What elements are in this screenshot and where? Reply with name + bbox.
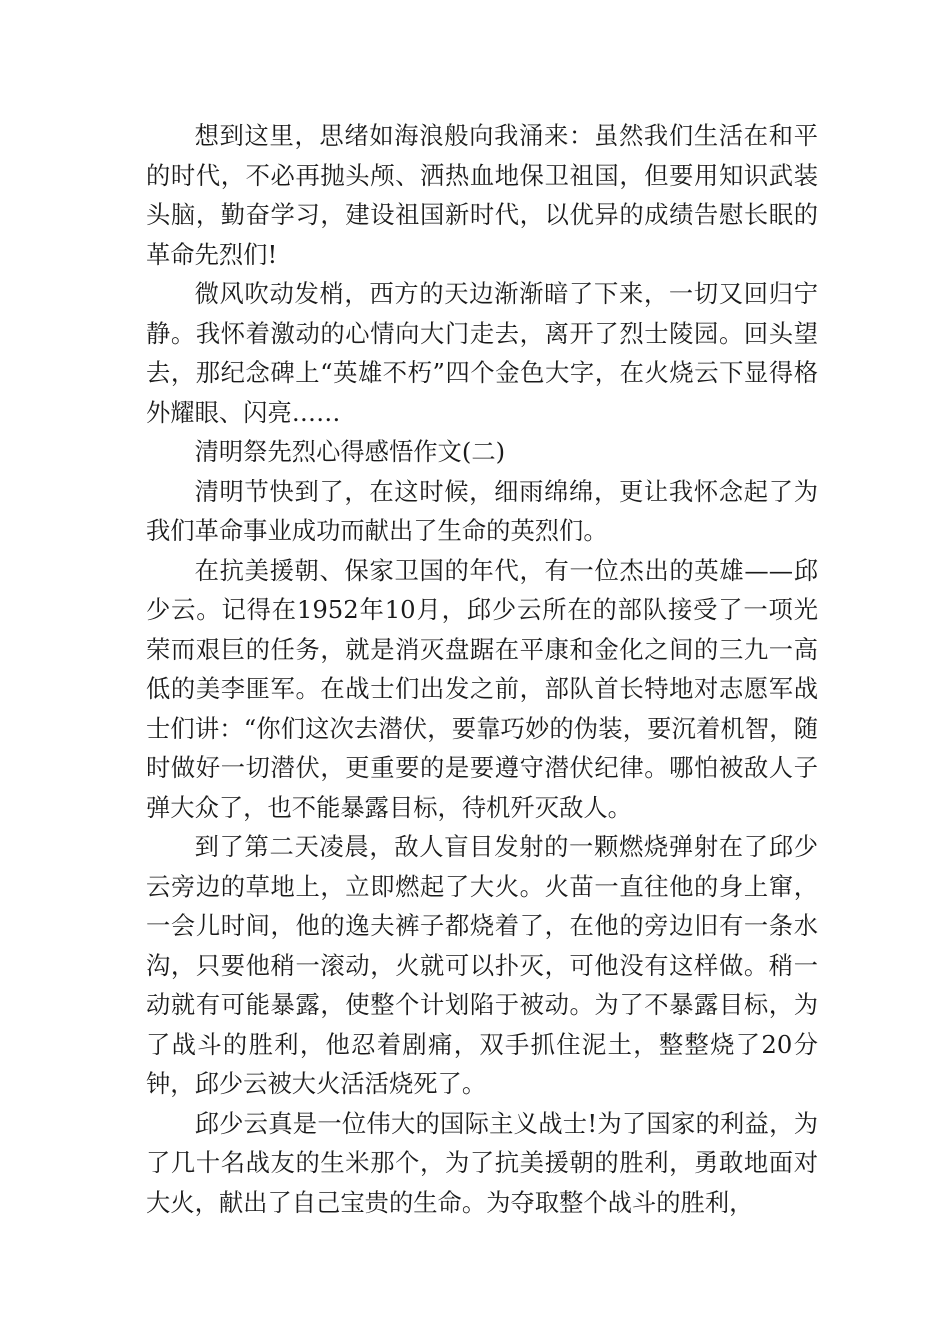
paragraph-leaving-cemetery: 微风吹动发梢，西方的天边渐渐暗了下来，一切又回归宁静。我怀着激动的心情向大门走去，离开了烈士陵园。回头望去，那纪念碑上“英雄不朽”四个金色大字，在火烧云下显得格外耀眼、闪亮…… [146,279,818,427]
paragraph-tribute: 邱少云真是一位伟大的国际主义战士!为了国家的利益，为了几十名战友的生米那个，为了抗美援朝的胜利，勇敢地面对大火，献出了自己宝贵的生命。为夺取整个战斗的胜利， [146,1108,818,1217]
paragraph-fire-sacrifice: 到了第二天凌晨，敌人盲目发射的一颗燃烧弹射在了邱少云旁边的草地上，立即燃起了大火。火苗一直往他的身上窜，一会儿时间，他的逸夫裤子都烧着了，在他的旁边旧有一条水沟，只要他稍一滚动，火就可以扑灭，可他没有这样做。稍一动就有可能暴露，使整个计划陷于被动。为了不暴露目标，为了战斗的胜利，他忍着剧痛，双手抓住泥土，整整烧了20分钟，邱少云被大火活活烧死了。 [146,832,818,1098]
document-body [146,116,818,1222]
paragraph-reflection: 想到这里，思绪如海浪般向我涌来：虽然我们生活在和平的时代，不必再抛头颅、洒热血地保卫祖国，但要用知识武装头脑，勤奋学习，建设祖国新时代，以优异的成绩告慰长眠的革命先烈们! [146,121,818,269]
paragraph-qingming-intro: 清明节快到了，在这时候，细雨绵绵，更让我怀念起了为我们革命事业成功而献出了生命的英烈们。 [146,476,818,545]
paragraph-qiu-shaoyun-story: 在抗美援朝、保家卫国的年代，有一位杰出的英雄——邱少云。记得在1952年10月，邱少云所在的部队接受了一项光荣而艰巨的任务，就是消灭盘踞在平康和金化之间的三九一高低的美李匪军。在战士们出发之前，部队首长特地对志愿军战士们讲：“你们这次去潜伏，要靠巧妙的伪装，要沉着机智，随时做好一切潜伏，更重要的是要遵守潜伏纪律。哪怕被敌人子弹大众了，也不能暴露目标，待机歼灭敌人。 [146,555,818,822]
essay-title-two: 清明祭先烈心得感悟作文(二) [194,437,506,466]
